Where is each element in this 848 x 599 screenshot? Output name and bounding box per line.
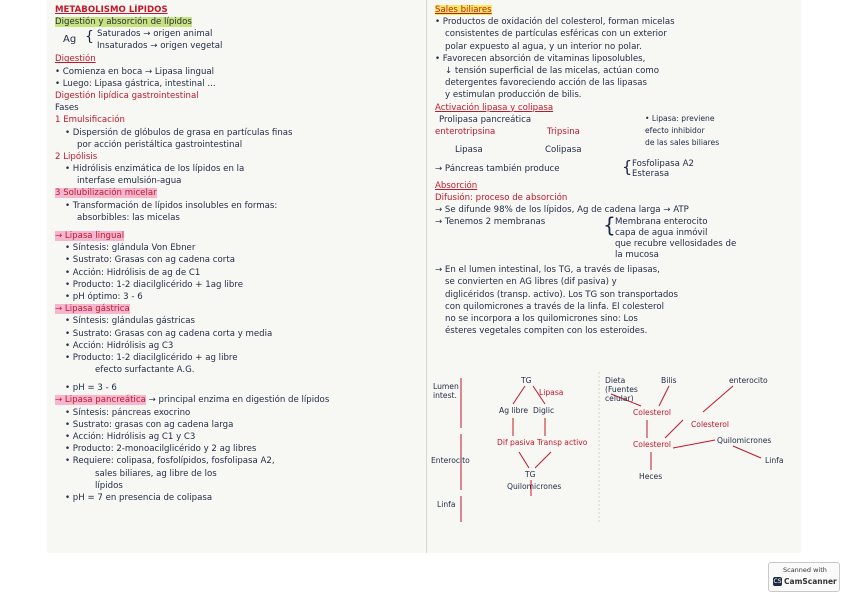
esterasa-label: Esterasa: [632, 168, 670, 179]
node-transp-activo: Transp activo: [537, 438, 588, 447]
activacion-note-3: de las sales biliares: [645, 138, 720, 148]
sales-biliares-7: y estimulan producción de bilis.: [445, 90, 582, 101]
phase-1-line-a: • Dispersión de glóbulos de grasa en partículas finas: [65, 127, 293, 138]
lipasa-pancreatica-title: → Lipasa pancreática: [55, 395, 146, 406]
lipasa-pancreatica-6: sales biliares, ag libre de los: [95, 468, 217, 479]
lipasa-lingual-4: • Producto: 1-2 diacilglicérido + 1ag libre: [65, 279, 244, 290]
camscanner-watermark: [768, 562, 840, 592]
node-quilomicrones-2: Quilomicrones: [717, 436, 772, 445]
pancreas-block: [435, 158, 797, 180]
ag-saturados: Saturados → origen animal: [97, 29, 213, 40]
camscanner-logo-icon: CS: [773, 578, 782, 585]
node-bilis: Bilis: [661, 376, 677, 385]
lipasa-gastrica-4: • Producto: 1-2 diacilglicérido + ag libre: [65, 352, 238, 363]
lumen-line-4: con quilomicrones a través de la linfa. El colesterol: [445, 301, 665, 312]
dig-line-2: • Luego: Lipasa gástrica, intestinal ...: [55, 78, 216, 89]
left-notes-column: [55, 4, 422, 504]
lipasa-pancreatica-1: • Síntesis: páncreas exocrino: [65, 407, 191, 418]
node-ag-libre: Ag libre: [499, 406, 529, 415]
lumen-line-6: ésteres vegetales compiten con los esteroides.: [445, 326, 648, 337]
phase-1-title: 1 Emulsificación: [55, 115, 125, 126]
node-tg: TG: [521, 376, 532, 385]
activacion-block: [435, 114, 797, 158]
lipasa-label: Lipasa: [455, 145, 483, 156]
lumen-line-3: diglicéridos (transp. activo). Los TG son transportados: [445, 289, 679, 300]
node-diglic: Diglic: [533, 406, 555, 415]
lipasa-pancreatica-note: → principal enzima en digestión de lípidos: [148, 395, 330, 406]
node-colesterol-1: Colesterol: [633, 408, 672, 417]
node-dif-pasiva: Dif pasiva: [497, 438, 535, 447]
sales-biliares-5: ↓ tensión superficial de las micelas, actúan como: [445, 65, 660, 76]
node-quilomicrones: Quilomicrones: [507, 482, 562, 491]
lumen-line-1: → En el lumen intestinal, los TG, a través de lipasas,: [435, 265, 660, 276]
sales-biliares-3: polar expuesto al agua, y un interior no polar.: [445, 41, 642, 52]
node-colesterol-2: Colesterol: [691, 420, 730, 429]
right-notes-page: [426, 0, 801, 553]
lipasa-gastrica-1: • Síntesis: glándulas gástricas: [65, 316, 195, 327]
node-heces: Heces: [639, 472, 663, 481]
lipasa-pancreatica-2: • Sustrato: grasas con ag cadena larga: [65, 419, 234, 430]
node-tg-2: TG: [525, 470, 536, 479]
lipasa-gastrica-3: • Acción: Hidrólisis ag C3: [65, 340, 174, 351]
phase-1-line-b: por acción peristáltica gastrointestinal: [77, 139, 243, 150]
lipasa-pancreatica-3: • Acción: Hidrólisis ag C1 y C3: [65, 432, 196, 442]
lipasa-lingual-title: → Lipasa lingual: [55, 231, 125, 241]
prolipasa-label: Prolipasa pancreática: [439, 114, 532, 125]
watermark-line-1: Scanned with: [783, 566, 827, 574]
dig-line-1: • Comienza en boca → Lipasa lingual: [55, 66, 215, 77]
membranas-block: [435, 213, 797, 264]
lumen-line-2: se convierten en AG libres (dif pasiva) y: [445, 277, 617, 288]
phase-3-line-b: absorbibles: las micelas: [77, 212, 180, 223]
phase-2-title: 2 Lipólisis: [55, 151, 98, 162]
dig-line-3: Digestión lipídica gastrointestinal: [55, 90, 199, 101]
fosfolipasa-label: Fosfolipasa A2: [632, 158, 694, 169]
membrana-2: capa de agua inmóvil: [615, 228, 708, 239]
lipasa-lingual-2: • Sustrato: Grasas con ag cadena corta: [65, 255, 235, 266]
activacion-title: Activación lipasa y colipasa: [435, 102, 554, 113]
lipasa-pancreatica-7: lípidos: [95, 480, 123, 491]
membrana-1: Membrana enterocito: [615, 217, 708, 228]
phase-3-line-a: • Transformación de lípidos insolubles en formas:: [65, 200, 278, 211]
node-linfa-2: Linfa: [765, 456, 784, 465]
sales-biliares-1: • Productos de oxidación del colesterol, forman micelas: [435, 17, 675, 28]
phase-2-line-a: • Hidrólisis enzimática de los lípidos en la: [65, 164, 245, 175]
brace-icon: {: [622, 157, 633, 176]
digestion-title: Digestión: [55, 54, 96, 65]
membrana-3: que recubre vellosidades de: [615, 239, 737, 250]
node-dieta: Dieta (Fuentes celular): [605, 376, 638, 403]
lumen-line-5: no se incorpora a los quilomicrones sino: Los: [445, 314, 638, 324]
phase-3-title: 3 Solubilización micelar: [55, 188, 157, 199]
lipasa-pancreatica-8: • pH = 7 en presencia de colipasa: [65, 492, 213, 503]
lipasa-gastrica-2: • Sustrato: Grasas con ag cadena corta y media: [65, 328, 273, 339]
pancreas-line: → Páncreas también produce: [435, 163, 560, 174]
fases-label: Fases: [55, 103, 79, 114]
phase-2-line-b: interfase emulsión-agua: [77, 176, 182, 187]
region-linfa: Linfa: [437, 500, 456, 509]
sales-biliares-4: • Favorecen absorción de vitaminas liposolubles,: [435, 53, 646, 64]
sales-biliares-2: consistentes de partículas esféricas con un exterior: [445, 29, 667, 40]
region-lumen: Lumen intest.: [433, 382, 459, 400]
enterotripsina-label: enterotripsina: [435, 126, 496, 137]
ag-insaturados: Insaturados → origen vegetal: [97, 41, 223, 52]
activacion-note-2: efecto inhibidor: [645, 125, 705, 135]
watermark-brand: CamScanner: [784, 577, 837, 586]
left-notes-page: [47, 0, 426, 553]
lipasa-lingual-1: • Síntesis: glándula Von Ebner: [65, 243, 196, 254]
lipasa-lingual-5: • pH óptimo: 3 - 6: [65, 291, 143, 302]
membrana-4: la mucosa: [615, 250, 659, 261]
lipasa-gastrica-title: → Lipasa gástrica: [55, 304, 130, 315]
absorcion-subtitle: Difusión: proceso de absorción: [435, 192, 568, 203]
page-title: METABOLISMO LÍPIDOS: [55, 5, 168, 15]
sales-biliares-6: detergentes favoreciendo acción de las lipasas: [445, 78, 647, 89]
absorcion-line-1: → Se difunde 98% de los lípidos, Ag de cadena larga → ATP: [435, 205, 689, 216]
brace-icon: {: [85, 29, 94, 46]
lipasa-gastrica-5: efecto surfactante A.G.: [95, 365, 195, 376]
brace-icon: {: [603, 213, 616, 238]
node-enterocito-2: enterocito: [729, 376, 768, 385]
absorcion-line-2: → Tenemos 2 membranas: [435, 217, 546, 228]
subtitle: Digestión y absorción de lípidos: [55, 17, 192, 28]
lipasa-pancreatica-5: • Requiere: colipasa, fosfolípidos, fosfolipasa A2,: [65, 456, 275, 467]
lipasa-lingual-3: • Acción: Hidrólisis de ag de C1: [65, 267, 201, 278]
absorcion-title: Absorción: [435, 180, 478, 191]
sales-biliares-title: Sales biliares: [435, 5, 492, 15]
lipasa-gastrica-6: • pH = 3 - 6: [65, 383, 117, 394]
ag-label: Ag: [63, 34, 77, 46]
node-lipasa: Lipasa: [539, 388, 564, 397]
node-colesterol-3: Colesterol: [633, 440, 672, 449]
right-notes-column: [435, 4, 797, 337]
colipasa-label: Colipasa: [545, 145, 582, 156]
absorption-diagram: [433, 372, 797, 532]
ag-types: [55, 28, 422, 53]
region-enterocito: Enterocito: [431, 456, 470, 465]
activacion-note-1: • Lipasa: previene: [645, 113, 715, 123]
lipasa-pancreatica-4: • Producto: 2-monoacilglicérido y 2 ag libres: [65, 444, 257, 455]
tripsina-label: Tripsina: [547, 126, 580, 137]
